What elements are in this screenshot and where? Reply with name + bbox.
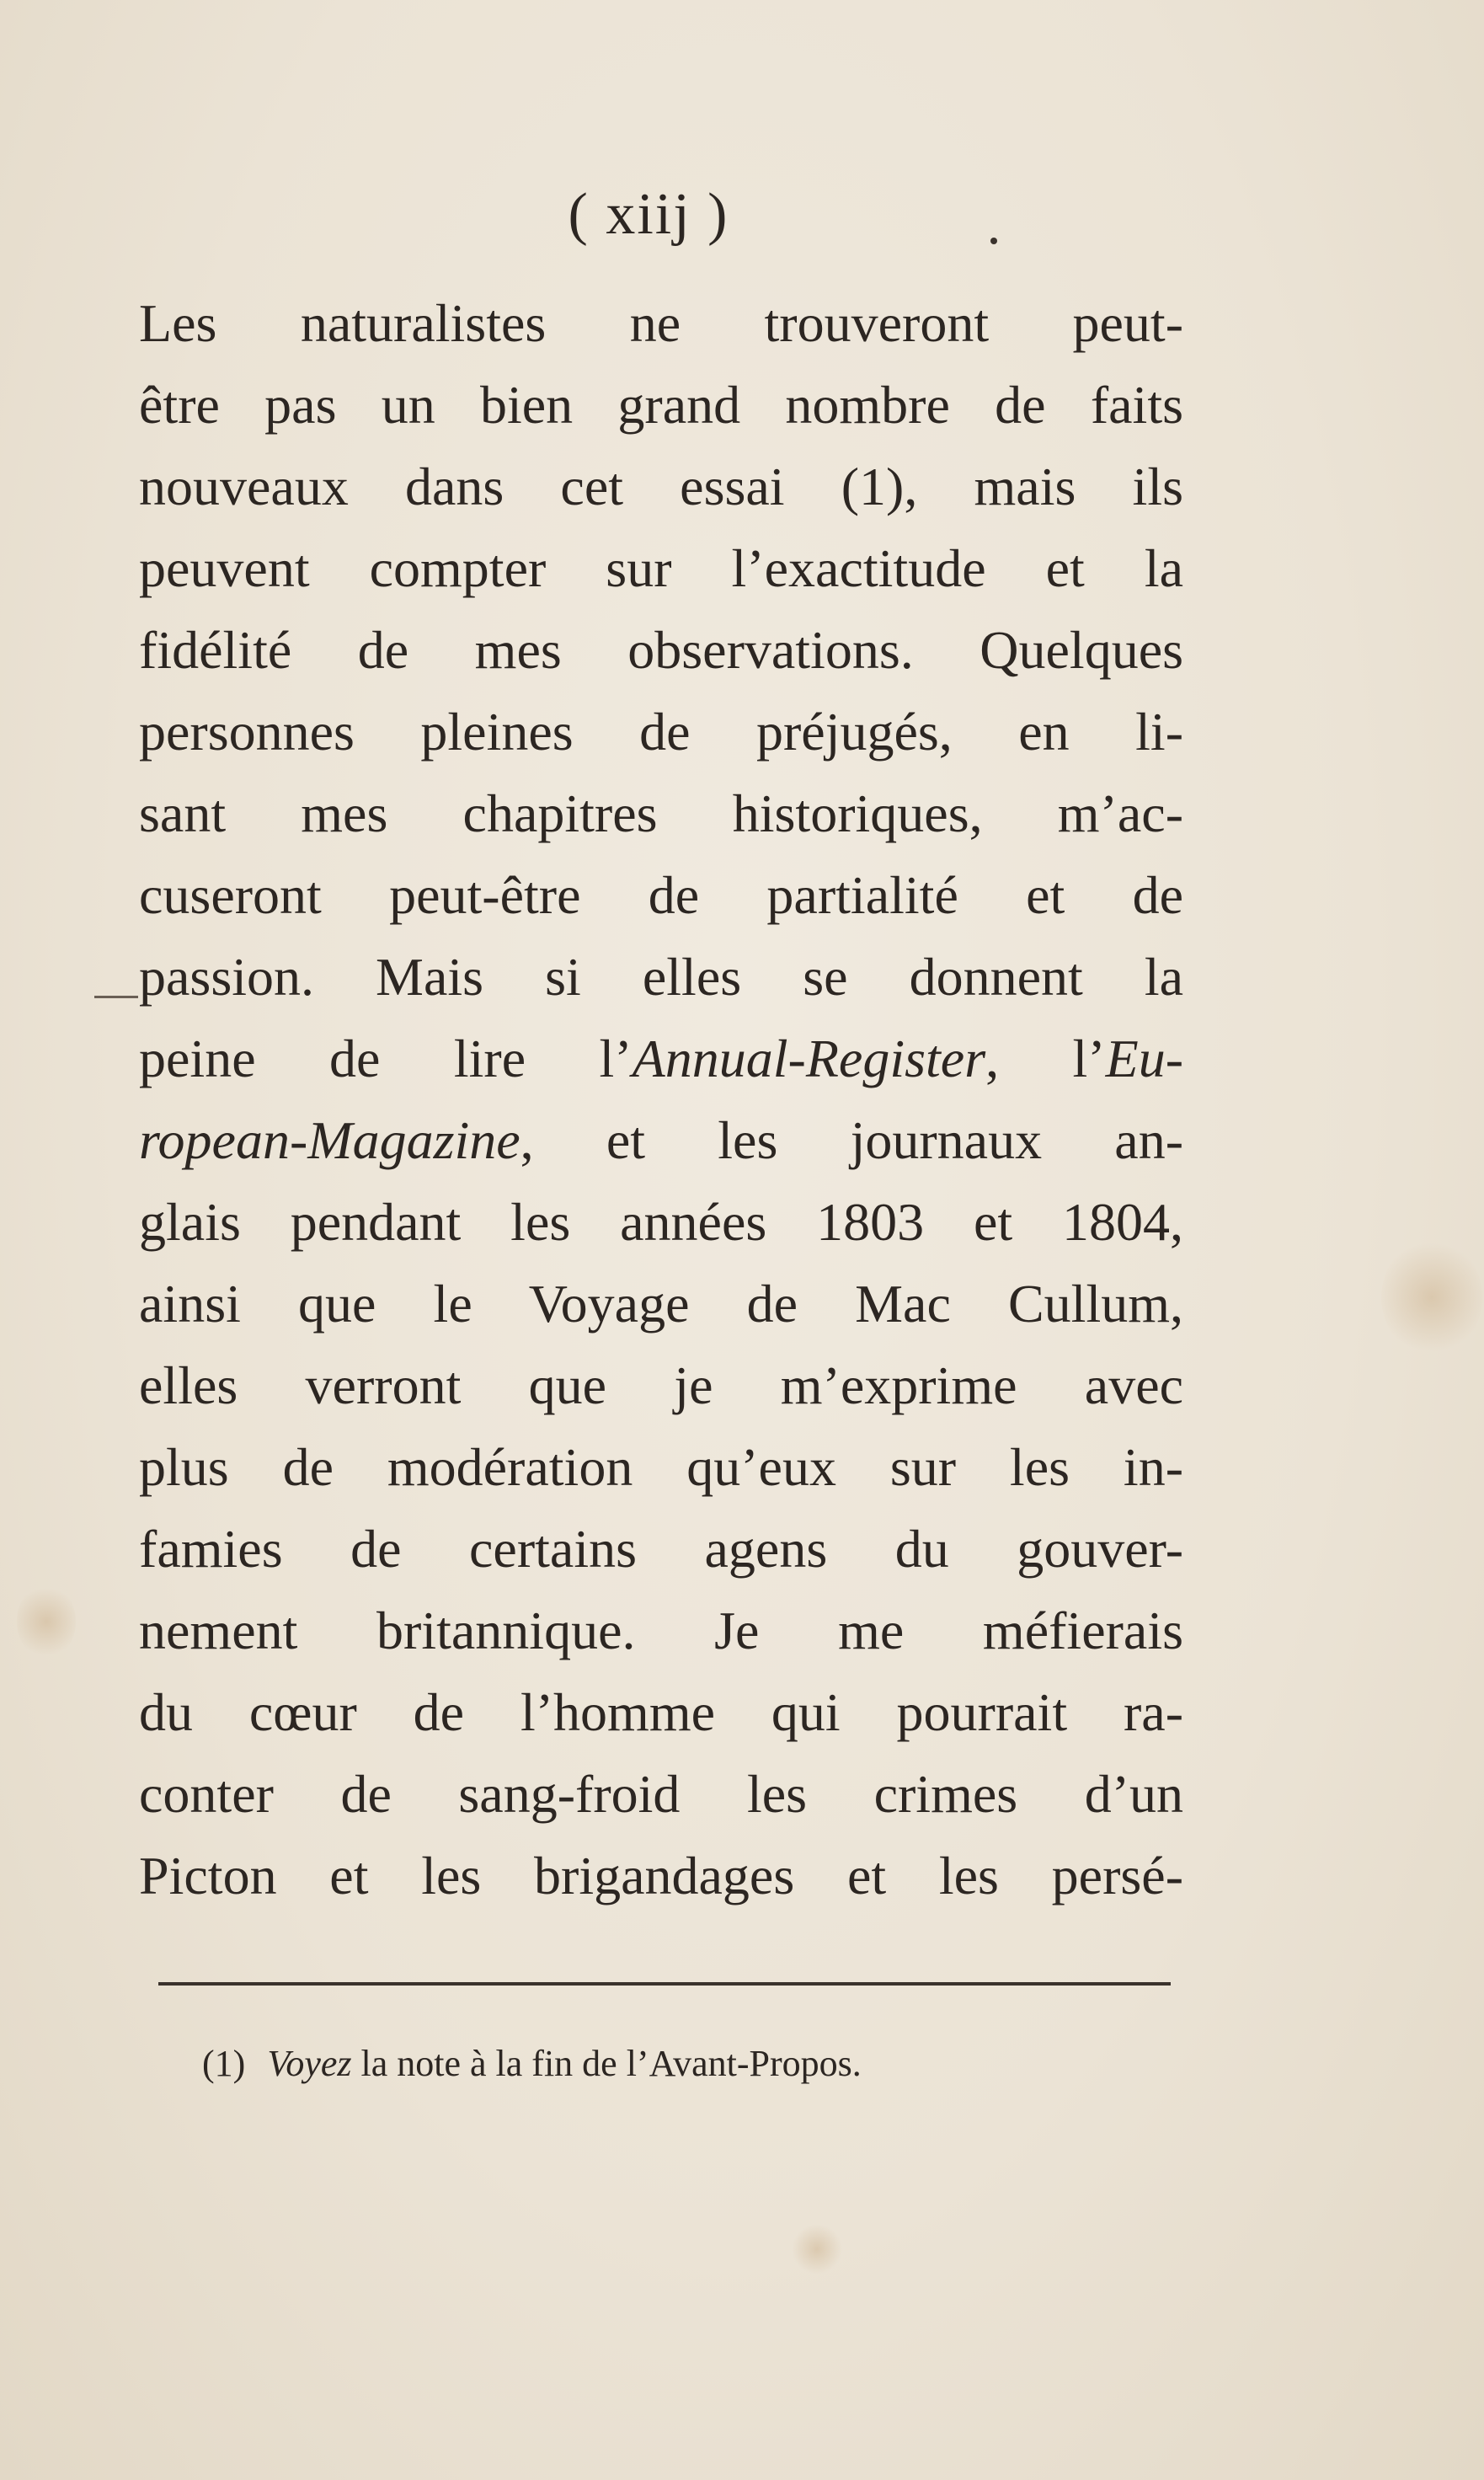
paper-stain bbox=[1381, 1238, 1482, 1356]
text-line: glais pendant les années 1803 et 1804, bbox=[139, 1192, 1183, 1252]
margin-mark bbox=[94, 996, 138, 998]
text-line: peuvent compter sur l’exactitude et la bbox=[139, 538, 1183, 598]
body-text bbox=[139, 282, 1183, 1916]
footnote-mark: (1) bbox=[202, 2043, 246, 2084]
text-line: du cœur de l’homme qui pourrait ra- bbox=[139, 1682, 1183, 1742]
footnote bbox=[202, 2040, 1078, 2087]
text-line: conter de sang-froid les crimes d’un bbox=[139, 1764, 1183, 1824]
text-line: être pas un bien grand nombre de faits bbox=[139, 375, 1183, 435]
text-line: personnes pleines de préjugés, en li- bbox=[139, 702, 1183, 762]
paper-stain bbox=[792, 2224, 842, 2274]
footnote-rule bbox=[158, 1982, 1171, 1986]
ink-dot bbox=[990, 238, 997, 244]
text-line: elles verront que je m’exprime avec bbox=[139, 1355, 1183, 1415]
text-line: famies de certains agens du gouver- bbox=[139, 1519, 1183, 1579]
text-line: ainsi que le Voyage de Mac Cullum, bbox=[139, 1274, 1183, 1334]
footnote-italic: Voyez bbox=[267, 2043, 352, 2084]
text-run: peine de lire l’ bbox=[139, 1029, 633, 1088]
footnote-text: la note à la fin de l’Avant-Propos. bbox=[351, 2043, 862, 2084]
text-line: nouveaux dans cet essai (1), mais ils bbox=[139, 457, 1183, 516]
text-run: , et les journaux an- bbox=[520, 1110, 1183, 1170]
italic-title: Annual-Register bbox=[632, 1029, 986, 1088]
text-line: sant mes chapitres historiques, m’ac- bbox=[139, 783, 1183, 843]
italic-title: ropean-Magazine bbox=[139, 1110, 520, 1170]
text-line: nement britannique. Je me méfierais bbox=[139, 1601, 1183, 1660]
text-line: plus de modération qu’eux sur les in- bbox=[139, 1437, 1183, 1497]
text-line: Les naturalistes ne trouveront peut- bbox=[139, 293, 1183, 353]
paper-stain bbox=[17, 1584, 76, 1660]
text-line-mixed bbox=[139, 1099, 1183, 1181]
text-line: cuseront peut-être de partialité et de bbox=[139, 865, 1183, 925]
text-line: passion. Mais si elles se donnent la bbox=[139, 947, 1183, 1007]
italic-title: Eu- bbox=[1105, 1029, 1184, 1088]
text-run: , l’ bbox=[985, 1029, 1106, 1088]
page-number: ( xiij ) bbox=[568, 182, 729, 247]
text-line: Picton et les brigandages et les persé- bbox=[139, 1846, 1183, 1905]
text-line-mixed bbox=[139, 1018, 1183, 1099]
text-line: fidélité de mes observations. Quelques bbox=[139, 620, 1183, 680]
